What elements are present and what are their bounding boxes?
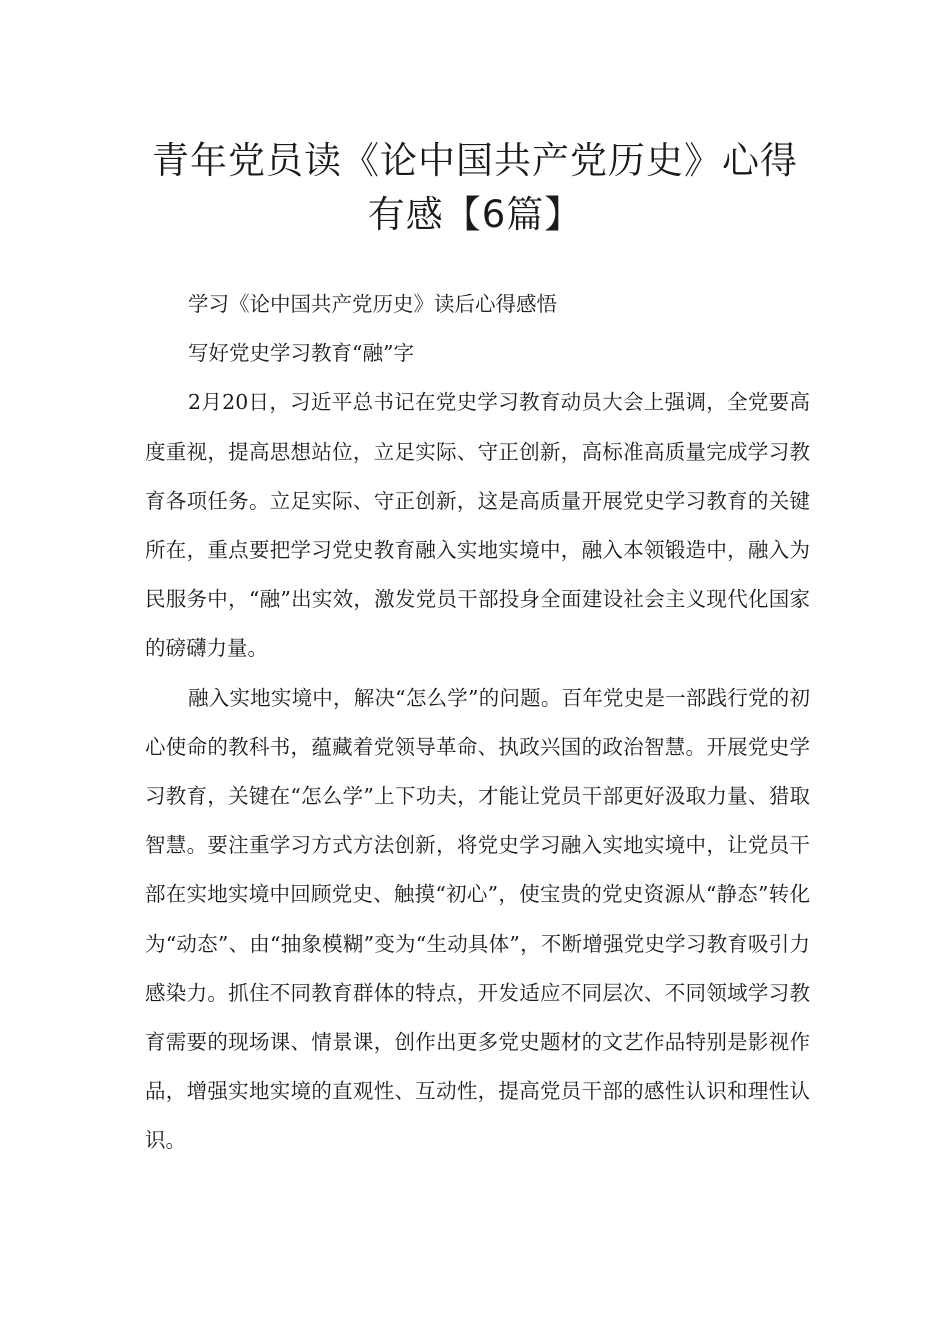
body-paragraph: 融入实地实境中，解决“怎么学”的问题。百年党史是一部践行党的初心使命的教科书，蕴藏着党领导革命、执政兴国的政治智慧。开展党史学习教育，关键在“怎么学”上下功夫，才能让党员干部更好汲取力量、猎取智慧。要注重学习方式方法创新，将党史学习融入实地实境中，让党员干部在实地实境中回顾党史、触摸“初心”，使宝贵的党史资源从“静态”转化为“动态”、由“抽象模糊”变为“生动具体”，不断增强党史学习教育吸引力感染力。抓住不同教育群体的特点，开发适应不同层次、不同领域学习教育需要的现场课、情景课，创作出更多党史题材的文艺作品特别是影视作品，增强实地实境的直观性、互动性，提高党员干部的感性认识和理性认识。 [145, 685, 810, 1153]
subtitle-paragraph: 学习《论中国共产党历史》读后心得感悟 [188, 292, 557, 316]
section-heading-paragraph: 写好党史学习教育“融”字 [188, 341, 414, 366]
document-title-line-1: 青年党员读《论中国共产党历史》心得 [152, 139, 798, 182]
body-paragraph: 2月20日，习近平总书记在党史学习教育动员大会上强调，全党要高度重视，提高思想站位，立足实际、守正创新，高标准高质量完成学习教育各项任务。立足实际、守正创新，这是高质量开展党史学习教育的关键所在，重点要把学习党史教育融入实地实境中，融入本领锻造中，融入为民服务中，“融”出实效，激发党员干部投身全面建设社会主义现代化国家的磅礴力量。 [145, 390, 810, 661]
document-body [145, 280, 810, 1166]
document-title-line-2: 有感【6篇】 [367, 193, 583, 236]
